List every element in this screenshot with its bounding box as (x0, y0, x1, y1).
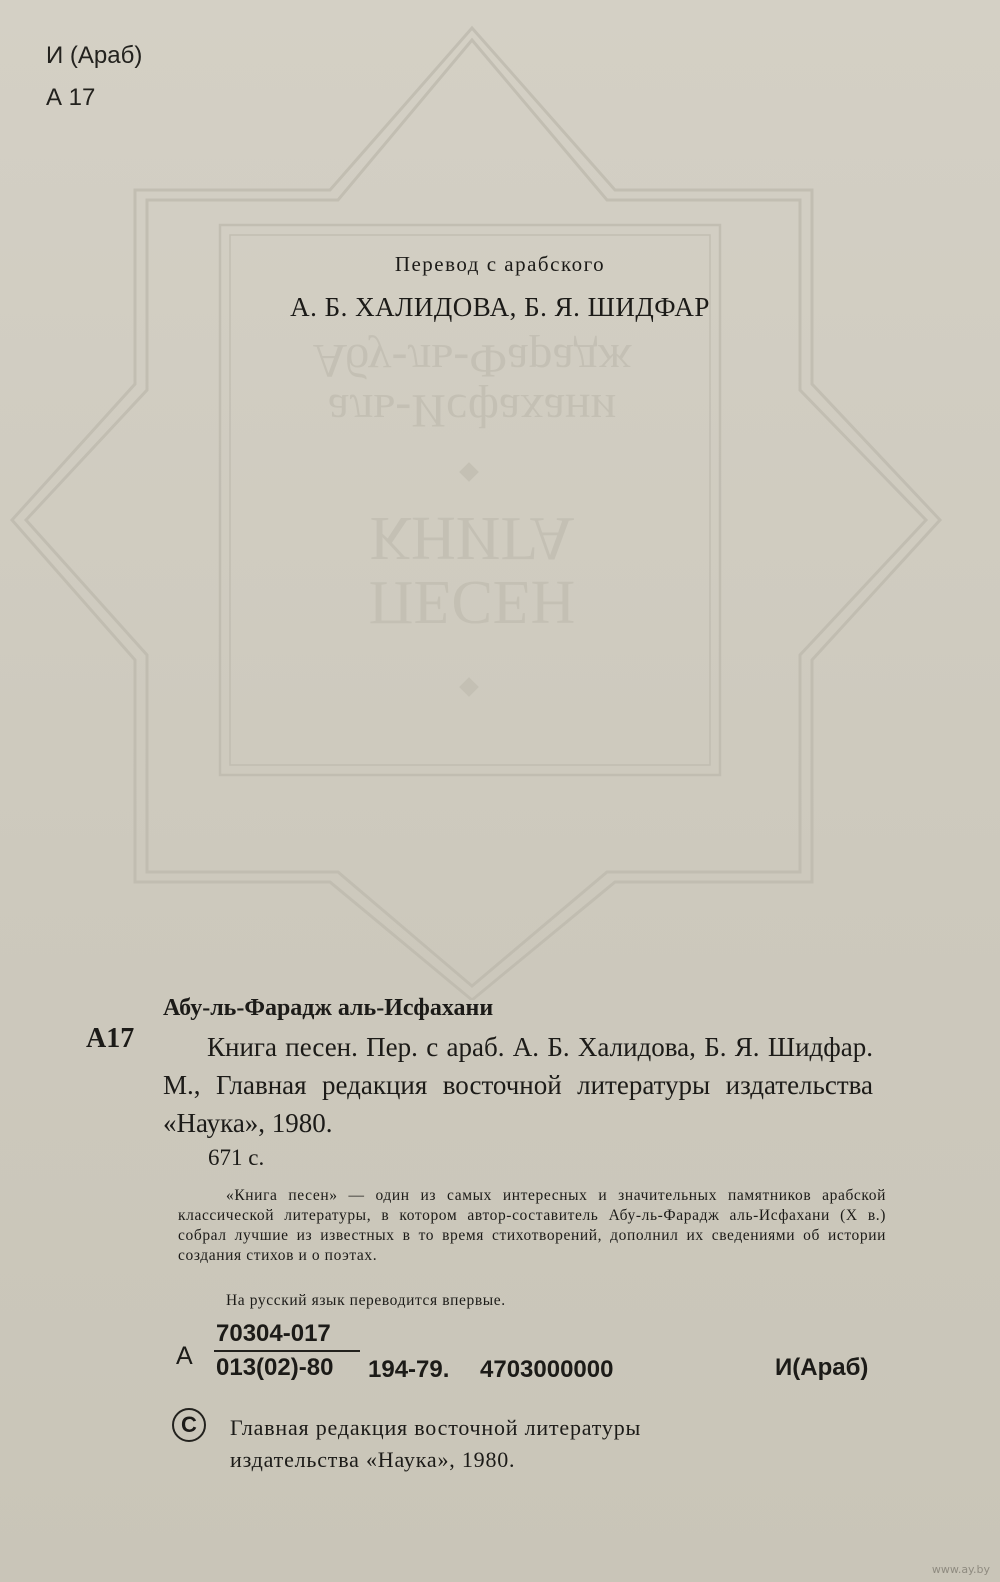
bibliographic-description: Книга песен. Пер. с араб. А. Б. Халидова, Б. Я. Шидфар. М., Главная редакция восточной литературы издательства «Наука», 1980. (163, 1032, 873, 1138)
index-letter: А (176, 1342, 193, 1370)
index-denominator: 013(02)-80 (216, 1354, 334, 1381)
svg-text:Абу-ль-Фарадж: Абу-ль-Фарадж (312, 334, 632, 387)
index-numerator: 70304-017 (216, 1320, 331, 1347)
abstract-text: «Книга песен» — один из самых интересных и значительных памятников арабской классической литературы, в котором автор-составитель Абу-ль-Фарадж аль-Исфахани (X в.) собрал лучшие из известных в то время стихотворений, дополнил их сведениями об истории создания стихов и о поэтах. (178, 1187, 886, 1264)
svg-text:ПЕСЕН: ПЕСЕН (368, 568, 576, 636)
copyright-line-1: Главная редакция восточной литературы (230, 1415, 642, 1440)
svg-text:аль-Исфахани: аль-Исфахани (327, 384, 617, 437)
svg-text:КНИГА: КНИГА (369, 504, 575, 572)
shelf-mark-code: А 17 (46, 84, 96, 111)
bibliographic-author: Абу-ль-Фарадж аль-Исфахани (163, 995, 494, 1021)
abstract-note: На русский язык переводится впервые. (226, 1292, 506, 1309)
index-code: 4703000000 (480, 1356, 614, 1383)
translators: А. Б. ХАЛИДОВА, Б. Я. ШИДФАР (290, 292, 710, 322)
page-count: 671 с. (208, 1145, 265, 1170)
index-classification: И(Араб) (775, 1354, 869, 1381)
site-watermark-text: www.ay.by (931, 1563, 990, 1576)
copyright-holder (230, 1412, 641, 1476)
copyright-line-2: издательства «Наука», 1980. (230, 1447, 516, 1472)
index-order-number: 194-79. (368, 1356, 450, 1383)
shelf-mark-classification: И (Араб) (46, 42, 143, 69)
copyright-icon: С (172, 1408, 206, 1442)
translation-note: Перевод с арабского (394, 252, 606, 276)
bibliographic-author-code: А17 (86, 1023, 135, 1054)
index-fraction (214, 1320, 360, 1382)
